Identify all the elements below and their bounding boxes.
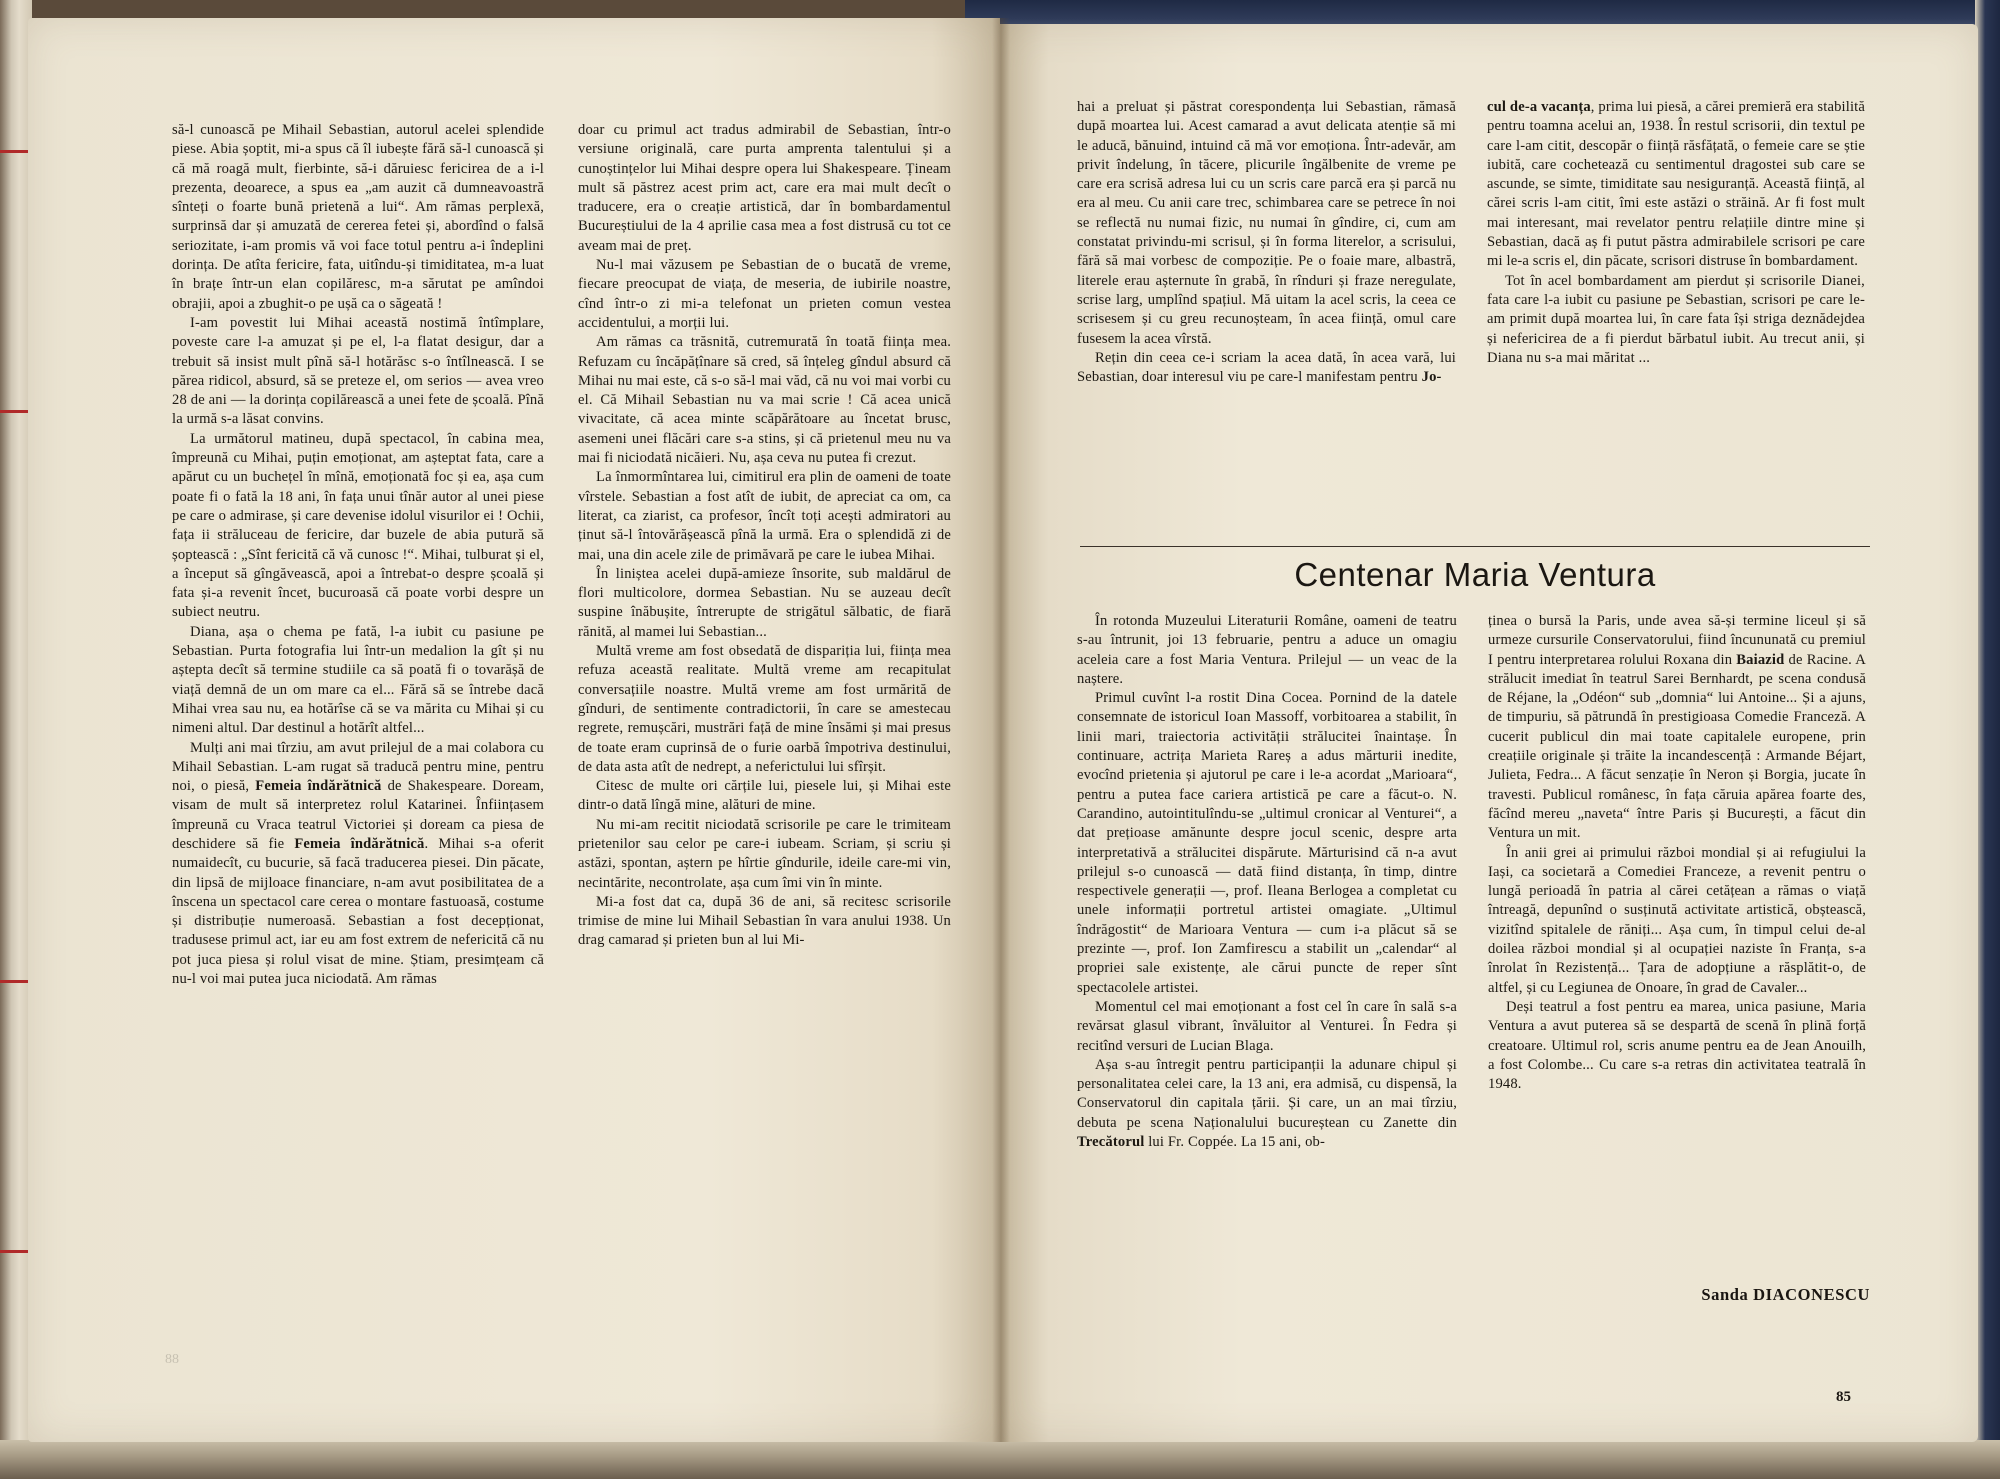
paragraph: doar cu primul act tradus admirabil de Sebastian, într-o versiune originală, care purta amprenta talentului și a cunoștințelor lui Mihai despre opera lui Shakespeare. Țineam mult să păstrez acest prim act, care era mai mult decît o traducere, era o creație artistică, dar în bombardamentul Bucureștiului de la 4 aprilie casa mea a fost distrusă cu tot ce aveam mai de preț. [578, 122, 951, 254]
paragraph: Nu-l mai văzusem pe Sebastian de o bucată de vreme, fiecare preocupat de viața, de meseria, de iubirile noastre, cînd într-o zi mi-a telefonat un prieten comun vestea accidentului, a morții lui. [578, 257, 951, 331]
paragraph: Diana, așa o chema pe fată, l-a iubit cu pasiune pe Sebastian. Purta fotografia lui într-un medalion la gît și nu aștepta decît să termine studiile ca să poată fi o tovarășă de viață demnă de un om mare ca el... Fără să se întrebe dacă Mihai vrea sau nu, ea hotărîse că se va mărita cu Mihai și cu nimeni altul. Dar destinul a hotărît altfel... [172, 623, 544, 737]
paragraph: Mi-a fost dat ca, după 36 de ani, să recitesc scrisorile trimise de mine lui Mihail Sebastian în vara anului 1938. Un drag camarad și prieten bun al lui Mi- [578, 893, 951, 949]
right-page-column-1 [1077, 98, 1456, 387]
paragraph: În anii grei ai primului război mondial și ai refugiului la Iași, ca societară a Comediei Franceze, a revenit pentru o lungă perioadă în patria al cărei cetățean a rămas o viață întreagă, depunînd o susținută activitate artistică, obștească, vizitînd spitalele de răniți... Așa cum, în timpul celui de-al doilea război mondial și al ocupației naziste în Franța, s-a înrolat în Rezistență... Țara de adopțiune a răsplătit-o, de altfel, și cu Legiunea de Onoare, în grad de Cavaler... [1488, 844, 1866, 996]
binding-stitch [0, 980, 28, 983]
article-column-1 [1077, 612, 1457, 1152]
book-cover-top [965, 0, 2000, 26]
page-gutter [992, 18, 1010, 1442]
article-column-2 [1488, 612, 1866, 1094]
binding-stitch [0, 410, 28, 413]
paragraph: În liniștea acelei după-amieze însorite, sub maldărul de flori multicolore, dormea Sebastian. Nu se auzeau decît suspine înăbușite, întrerupte de strigătul sălbatic, de fiară rănită, al mamei lui Sebastian... [578, 565, 951, 640]
book-cover-edge-right [1975, 0, 2000, 1479]
author-signature: Sanda DIACONESCU [1701, 1285, 1870, 1304]
faint-page-number: 88 [165, 1352, 179, 1367]
paragraph: Mulți ani mai tîrziu, am avut prilejul de a mai colabora cu Mihail Sebastian. L-am rugat să traducă pentru mine, pentru noi, o piesă, Femeia îndărătnică de Shakespeare. Doream, visam de mult să interpretez rolul Katarinei. Înființasem împreună cu Vraca teatrul Victoriei și doream ca piesa de deschidere să fie Femeia îndărătnică. Mihai s-a oferit numaidecît, cu bucurie, să facă traducerea piesei. Din păcate, din lipsă de mijloace financiare, n-am avut posibilitatea de a înscena un spectacol care cerea o montare fastuoasă, costume și distribuție numeroasă. Sebastian a fost decepționat, tradusese primul act, iar eu am fost extrem de nefericită că nu pot juca piesa și rolul visat de mine. Știam, presimțeam că nu-l voi mai putea juca niciodată. Am rămas [172, 739, 545, 988]
paragraph: Multă vreme am fost obsedată de dispariția lui, ființa mea refuza această realitate. Multă vreme am recapitulat conversațiile noastre. Multă vreme am fost urmărită de gînduri, de sentimente contradictorii, în care se amestecau regrete, remușcări, mustrări față de mine însămi și mai presus de toate eram cuprinsă de o furie oarbă împotriva destinului, de data asta atît de nedrept, a neferictului lui sfîrșit. [578, 643, 951, 775]
paragraph: să-l cunoască pe Mihail Sebastian, autorul acelei splendide piese. Abia șoptit, mi-a spus că îl iubește fără să-l cunoască și că mă roagă mult, fierbinte, să-i dăruiesc fericirea de a i-l prezenta, deoarece, a spus ea „am auzit că dumneavoastră sînteți o foarte bună prietenă a lui“. Am rămas perplexă, surprinsă dar și amuzată de cererea fetei și, abordînd o falsă seriozitate, i-am promis vă voi face totul pentru a-i îndeplini dorința. De atîta fericire, fata, uitîndu-și timiditatea, m-a luat în brațe într-un elan copilăresc, m-a sărutat pe amîndoi obrajii, apoi a zbughit-o pe ușă ca o săgeată ! [172, 122, 544, 312]
right-page-column-2 [1487, 98, 1865, 368]
article-title: Centenar Maria Ventura [1294, 556, 1656, 593]
paragraph: Am rămas ca trăsnită, cutremurată în toată ființa mea. Refuzam cu încăpățînare să cred, să înțeleg gîndul absurd că Mihai nu mai este, că s-o să-l mai văd, că nu voi mai vorbi cu el. Că Mihail Sebastian nu va mai scrie ! Că acea unică vivacitate, că acea minte scăpărătoare au încetat brusc, asemeni unei flăcări care s-a stins, și că prietenul meu nu va mai fi niciodată nicăieri. Nu, așa ceva nu putea fi crezut. [578, 334, 951, 467]
paragraph: Deși teatrul a fost pentru ea marea, unica pasiune, Maria Ventura a avut puterea să se despartă de scenă în plină forță creatoare. Ultimul rol, scris anume pentru ea de Jean Anouilh, a fost Colombe... Cu care s-a retras din activitatea teatrală în 1948. [1488, 998, 1866, 1093]
book-cover-bottom [0, 1440, 2000, 1479]
paragraph: Tot în acel bombardament am pierdut și scrisorile Dianei, fata care l-a iubit cu pasiune pe Sebastian, scrisori pe care le-am primit după moartea lui, în care fata își striga deznădejdea și nefericirea de a fi pierdut bărbatul iubit. Au trecut anii, și Diana nu s-a mai măritat ... [1487, 272, 1865, 366]
paragraph: hai a preluat și păstrat corespondența lui Sebastian, rămasă după moartea lui. Acest camarad a avut delicata atenție să mi le aducă, bănuind, intuind că mă vor emoționa. Într-adevăr, am privit îndelung, în tăcere, plicurile îngălbenite de vreme pe care era scrisă adresa lui cu un scris care parcă era și parcă nu era al meu. Cu anii care trec, schimbarea care se petrece în noi se reflectă nu numai fizic, nu numai în gîndire, ci, cum am constatat privindu-mi scrisul, și în forma literelor, a scrisului, fără să mai vorbesc de compoziție. Pe o foaie mare, albastră, literele erau așternute în grabă, în rînduri și fraze neregulate, scrise larg, umplînd spațiul. Mă uitam la acel scris, la ceea ce scrisesem și cu greu recunoșteam, în acea ființă, omul care fusesem la acea vîrstă. [1077, 99, 1456, 347]
paragraph: În rotonda Muzeului Literaturii Române, oameni de teatru s-au întrunit, joi 13 februarie, pentru a aduce un omagiu aceleia care a fost Maria Ventura. Prilejul — un veac de la naștere. [1077, 613, 1457, 687]
paragraph: ținea o bursă la Paris, unde avea să-și termine liceul și să urmeze cursurile Conservatorului, fiind încununată cu premiul I pentru interpretarea rolului Roxana din Baiazid de Racine. A strălucit imediat în teatrul Sarei Bernhardt, pe scena condusă de Réjane, la „Odéon“ sub „domnia“ lui Antoine... Și a ajuns, de timpuriu, să pătrundă în prestigioasa Comedie Franceză. A cucerit publicul din mai toate capitalele europene, prin creațiile originale și trăite la incandescență : Armande Béjart, Julieta, Fedra... A făcut senzație în Neron și Borgia, jucate în travesti. Publicul românesc, în fața căruia apărea foarte des, făcînd mereu „naveta“ între Paris și București, a făcut din Ventura un mit. [1488, 613, 1867, 842]
paragraph: I-am povestit lui Mihai această nostimă întîmplare, poveste care l-a amuzat și pe el, l-a flatat desigur, dar a trebuit să insist mult pînă să-l hotărăsc s-o întîlnească. I se părea ridicol, absurd, să se preteze el, om serios — avea vreo 28 de ani — la dorința copilărească a unei fete de școală. Pînă la urmă s-a lăsat convins. [172, 314, 544, 428]
page-number: 85 [1836, 1389, 1851, 1405]
paragraph: La înmormîntarea lui, cimitirul era plin de oameni de toate vîrstele. Sebastian a fost atît de iubit, de apreciat ca om, ca literat, ca ziarist, ca profesor, încît toți acești admiratori au ținut să-l întovărășească pînă la urmă. Era o splendidă zi de mai, una din acele zile de primăvară pe care le iubea Mihai. [578, 469, 951, 563]
paragraph: Așa s-au întregit pentru participanții la adunare chipul și personalitatea celei care, la 13 ani, era admisă, cu dispensă, la Conservatorul din capitala țării. Și care, un an mai tîrziu, debuta pe scena Naționalului bucureștean cu Zanette din Trecătorul lui Fr. Coppée. La 15 ani, ob- [1077, 1056, 1457, 1151]
binding-stitch [0, 150, 28, 153]
paragraph: cul de-a vacanța, prima lui piesă, a cărei premieră era stabilită pentru toamna acelui an, 1938. În restul scrisorii, din textul pe care l-am citit, descopăr o ființă răsfățată, o femeie care se știe iubită, care cochetează cu sentimentul dragostei sub care se ascunde, se simte, timiditate sau nesiguranță. Această ființă, al cărei scris l-am citit, îmi este astăzi o străină. Ar fi fost mult mai interesant, mai revelator pentru relațiile dintre mine și Sebastian, dacă aș fi putut păstra admirabilele scrisori pe care mi le-a scris el, din păcate, scrisori distruse în bombardament. [1487, 99, 1865, 270]
paragraph: Momentul cel mai emoționant a fost cel în care în sală s-a revărsat glasul vibrant, învăluitor al Venturei. În Fedra și recitînd versuri de Lucian Blaga. [1077, 998, 1457, 1054]
left-page-column-2 [578, 121, 951, 951]
paragraph: La următorul matineu, după spectacol, în cabina mea, împreună cu Mihai, puțin emoționat, am așteptat fata, care a apărut cu un buchețel în mînă, emoționată foc și ea, așa cum poate fi o fată la 18 ani, în fața unui tînăr autor al unei piese pe care o admirase, și care devenise idolul visurilor ei ! Ochii, fața ii străluceau de fericire, dar buzele de abia putură să șoptească : „Sînt fericită că vă cunosc !“. Mihai, tulburat și el, a început să gîngăvească, apoi a întrebat-o despre școală și fata și-a revenit încet, bucuroasă că poate vorbi despre un subiect neutru. [172, 430, 544, 621]
binding-stitch [0, 1250, 28, 1253]
left-page-column-1 [172, 121, 544, 989]
article-divider [1080, 546, 1870, 547]
paragraph: Rețin din ceea ce-i scriam la acea dată, în acea vară, lui Sebastian, doar interesul viu pe care-l manifestam pentru Jo- [1077, 349, 1456, 386]
paragraph: Nu mi-am recitit niciodată scrisorile pe care le trimiteam prietenilor sau celor pe care-i iubeam. Scriam, și scriu și astăzi, spontan, aștern pe hîrtie gîndurile, ideile care-mi vin, necintărite, necontrolate, așa cum îmi vin în minte. [578, 816, 951, 891]
paragraph: Citesc de multe ori cărțile lui, piesele lui, și Mihai este dintr-o dată lîngă mine, alături de mine. [578, 778, 951, 814]
paragraph: Primul cuvînt l-a rostit Dina Cocea. Pornind de la datele consemnate de istoricul Ioan Massoff, vorbitoarea a stabilit, în linii mari, traiectoria activității strălucitei înaintașe. În continuare, actrița Marieta Rareș a adus mărturii inedite, evocînd prietenia și ajutorul pe care i le-a acordat „Marioara“, pentru a putea face cariera artistică pe care a făcut-o. N. Carandino, autointitulîndu-se „ultimul cronicar al Venturei“, a dat prețioase amănunte despre jocul scenic, despre arta interpretativă a strălucitei dispărute. Mărturisind că n-a avut prilejul s-o cunoască — dată fiind distanța, în timp, dintre respectivele generații —, prof. Ileana Berlogea a completat cu unele informații portretul artistei omagiate. „Ultimul îndrăgostit“ de Marioara Ventura — cum i-a plăcut să se prezinte —, prof. Ion Zamfirescu a stabilit un „calendar“ al propriei sale existențe, ale cărui puncte de reper sînt spectacolele artistei. [1077, 690, 1457, 996]
